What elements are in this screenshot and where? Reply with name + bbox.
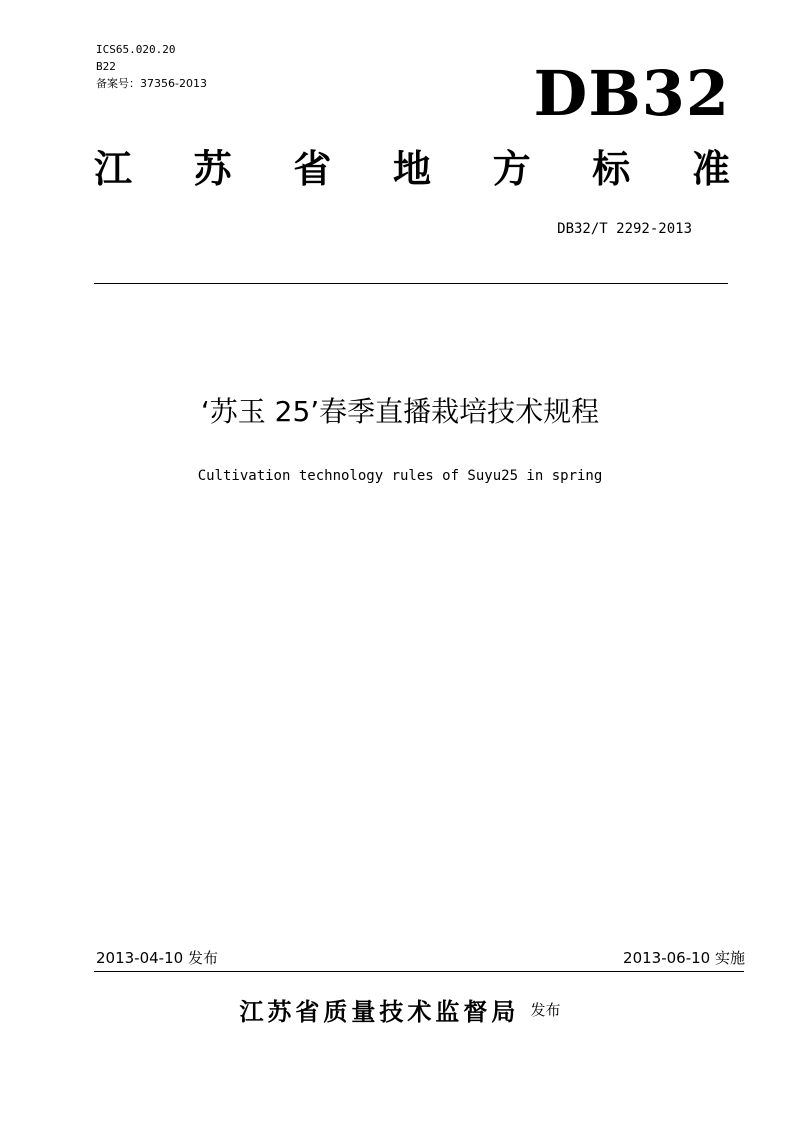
title-chinese: ‘苏玉 25’春季直播栽培技术规程: [200, 395, 600, 428]
standard-number: DB32/T 2292-2013: [557, 221, 692, 237]
bottom-divider: [94, 971, 744, 972]
publisher-name: 江苏省质量技术监督局: [239, 998, 520, 1026]
ccs-code: B22: [96, 60, 116, 73]
standard-type-heading: [94, 145, 730, 193]
standard-type-char: 苏: [193, 147, 232, 191]
ics-code: ICS65.020.20: [96, 43, 176, 56]
standard-logo: DB32: [533, 57, 730, 130]
standard-type-char: 标: [592, 147, 631, 191]
publisher-suffix: 发布: [530, 1001, 561, 1019]
title-english: Cultivation technology rules of Suyu25 in spring: [197, 468, 603, 484]
top-divider: [94, 283, 728, 284]
standard-type-char: 江: [94, 147, 133, 191]
standard-type-char: 方: [492, 147, 531, 191]
record-number: 备案号：37356-2013: [96, 77, 207, 90]
issue-date: 2013-04-10 发布: [96, 949, 218, 967]
standard-type-char: 准: [691, 147, 730, 191]
standard-type-char: 省: [293, 147, 332, 191]
implementation-date: 2013-06-10 实施: [623, 949, 745, 967]
standard-type-char: 地: [392, 147, 431, 191]
publisher-line: [0, 992, 800, 1027]
